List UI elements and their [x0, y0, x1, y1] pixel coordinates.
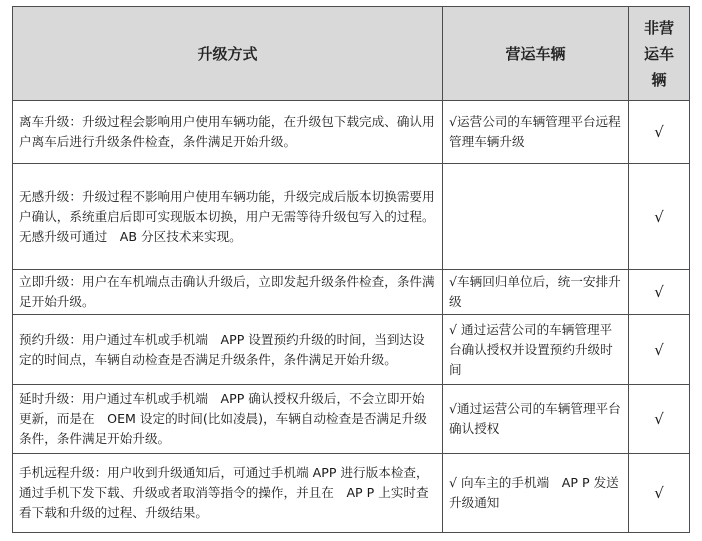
- non-operating-check: √: [629, 270, 690, 315]
- header-non-operating-vehicle: [629, 7, 690, 101]
- method-cell: 预约升级：用户通过车机或手机端 APP 设置预约升级的时间，当到达设定的时间点，车辆自动检查是否满足升级条件，条件满足开始升级。: [13, 315, 443, 385]
- method-cell: 无感升级：升级过程不影响用户使用车辆功能，升级完成后版本切换需要用户确认，系统重启后即可实现版本切换，用户无需等待升级包写入的过程。无感升级可通过 AB 分区技术来实现。: [13, 164, 443, 270]
- operating-cell: √运营公司的车辆管理平台远程管理车辆升级: [443, 101, 629, 164]
- method-cell: 延时升级：用户通过车机或手机端 APP 确认授权升级后，不会立即开始更新，而是在 OEM 设定的时间(比如凌晨)，车辆自动检查是否满足升级条件，条件满足开始升级。: [13, 385, 443, 454]
- header-non-operating-line-1: 非营: [643, 18, 674, 37]
- non-operating-check: √: [629, 315, 690, 385]
- non-operating-check: √: [629, 385, 690, 454]
- method-cell: 离车升级：升级过程会影响用户使用车辆功能，在升级包下载完成、确认用户离车后进行升级条件检查，条件满足开始升级。: [13, 101, 443, 164]
- header-operating-vehicle: 营运车辆: [443, 7, 629, 101]
- table-row: [13, 164, 690, 270]
- operating-cell: √ 向车主的手机端 AP P 发送升级通知: [443, 454, 629, 533]
- operating-cell: √通过运营公司的车辆管理平台确认授权: [443, 385, 629, 454]
- table-row: [13, 454, 690, 533]
- operating-cell: [443, 164, 629, 270]
- table-row: [13, 101, 690, 164]
- method-cell: 手机远程升级：用户收到升级通知后，可通过手机端 APP 进行版本检查，通过手机下发下载、升级或者取消等指令的操作，并且在 AP P 上实时查看下载和升级的过程、升级结果。: [13, 454, 443, 533]
- header-upgrade-method: 升级方式: [13, 7, 443, 101]
- table-row: [13, 385, 690, 454]
- non-operating-check: √: [629, 454, 690, 533]
- table-row: [13, 315, 690, 385]
- operating-cell: √车辆回归单位后，统一安排升级: [443, 270, 629, 315]
- operating-cell: √ 通过运营公司的车辆管理平台确认授权并设置预约升级时间: [443, 315, 629, 385]
- non-operating-check: √: [629, 101, 690, 164]
- header-non-operating-line-3: 辆: [651, 70, 667, 89]
- non-operating-check: √: [629, 164, 690, 270]
- table-row: [13, 270, 690, 315]
- header-non-operating-line-2: 运车: [643, 44, 674, 63]
- upgrade-methods-table: [12, 6, 690, 533]
- method-cell: 立即升级：用户在车机端点击确认升级后，立即发起升级条件检查，条件满足开始升级。: [13, 270, 443, 315]
- table-header-row: [13, 7, 690, 101]
